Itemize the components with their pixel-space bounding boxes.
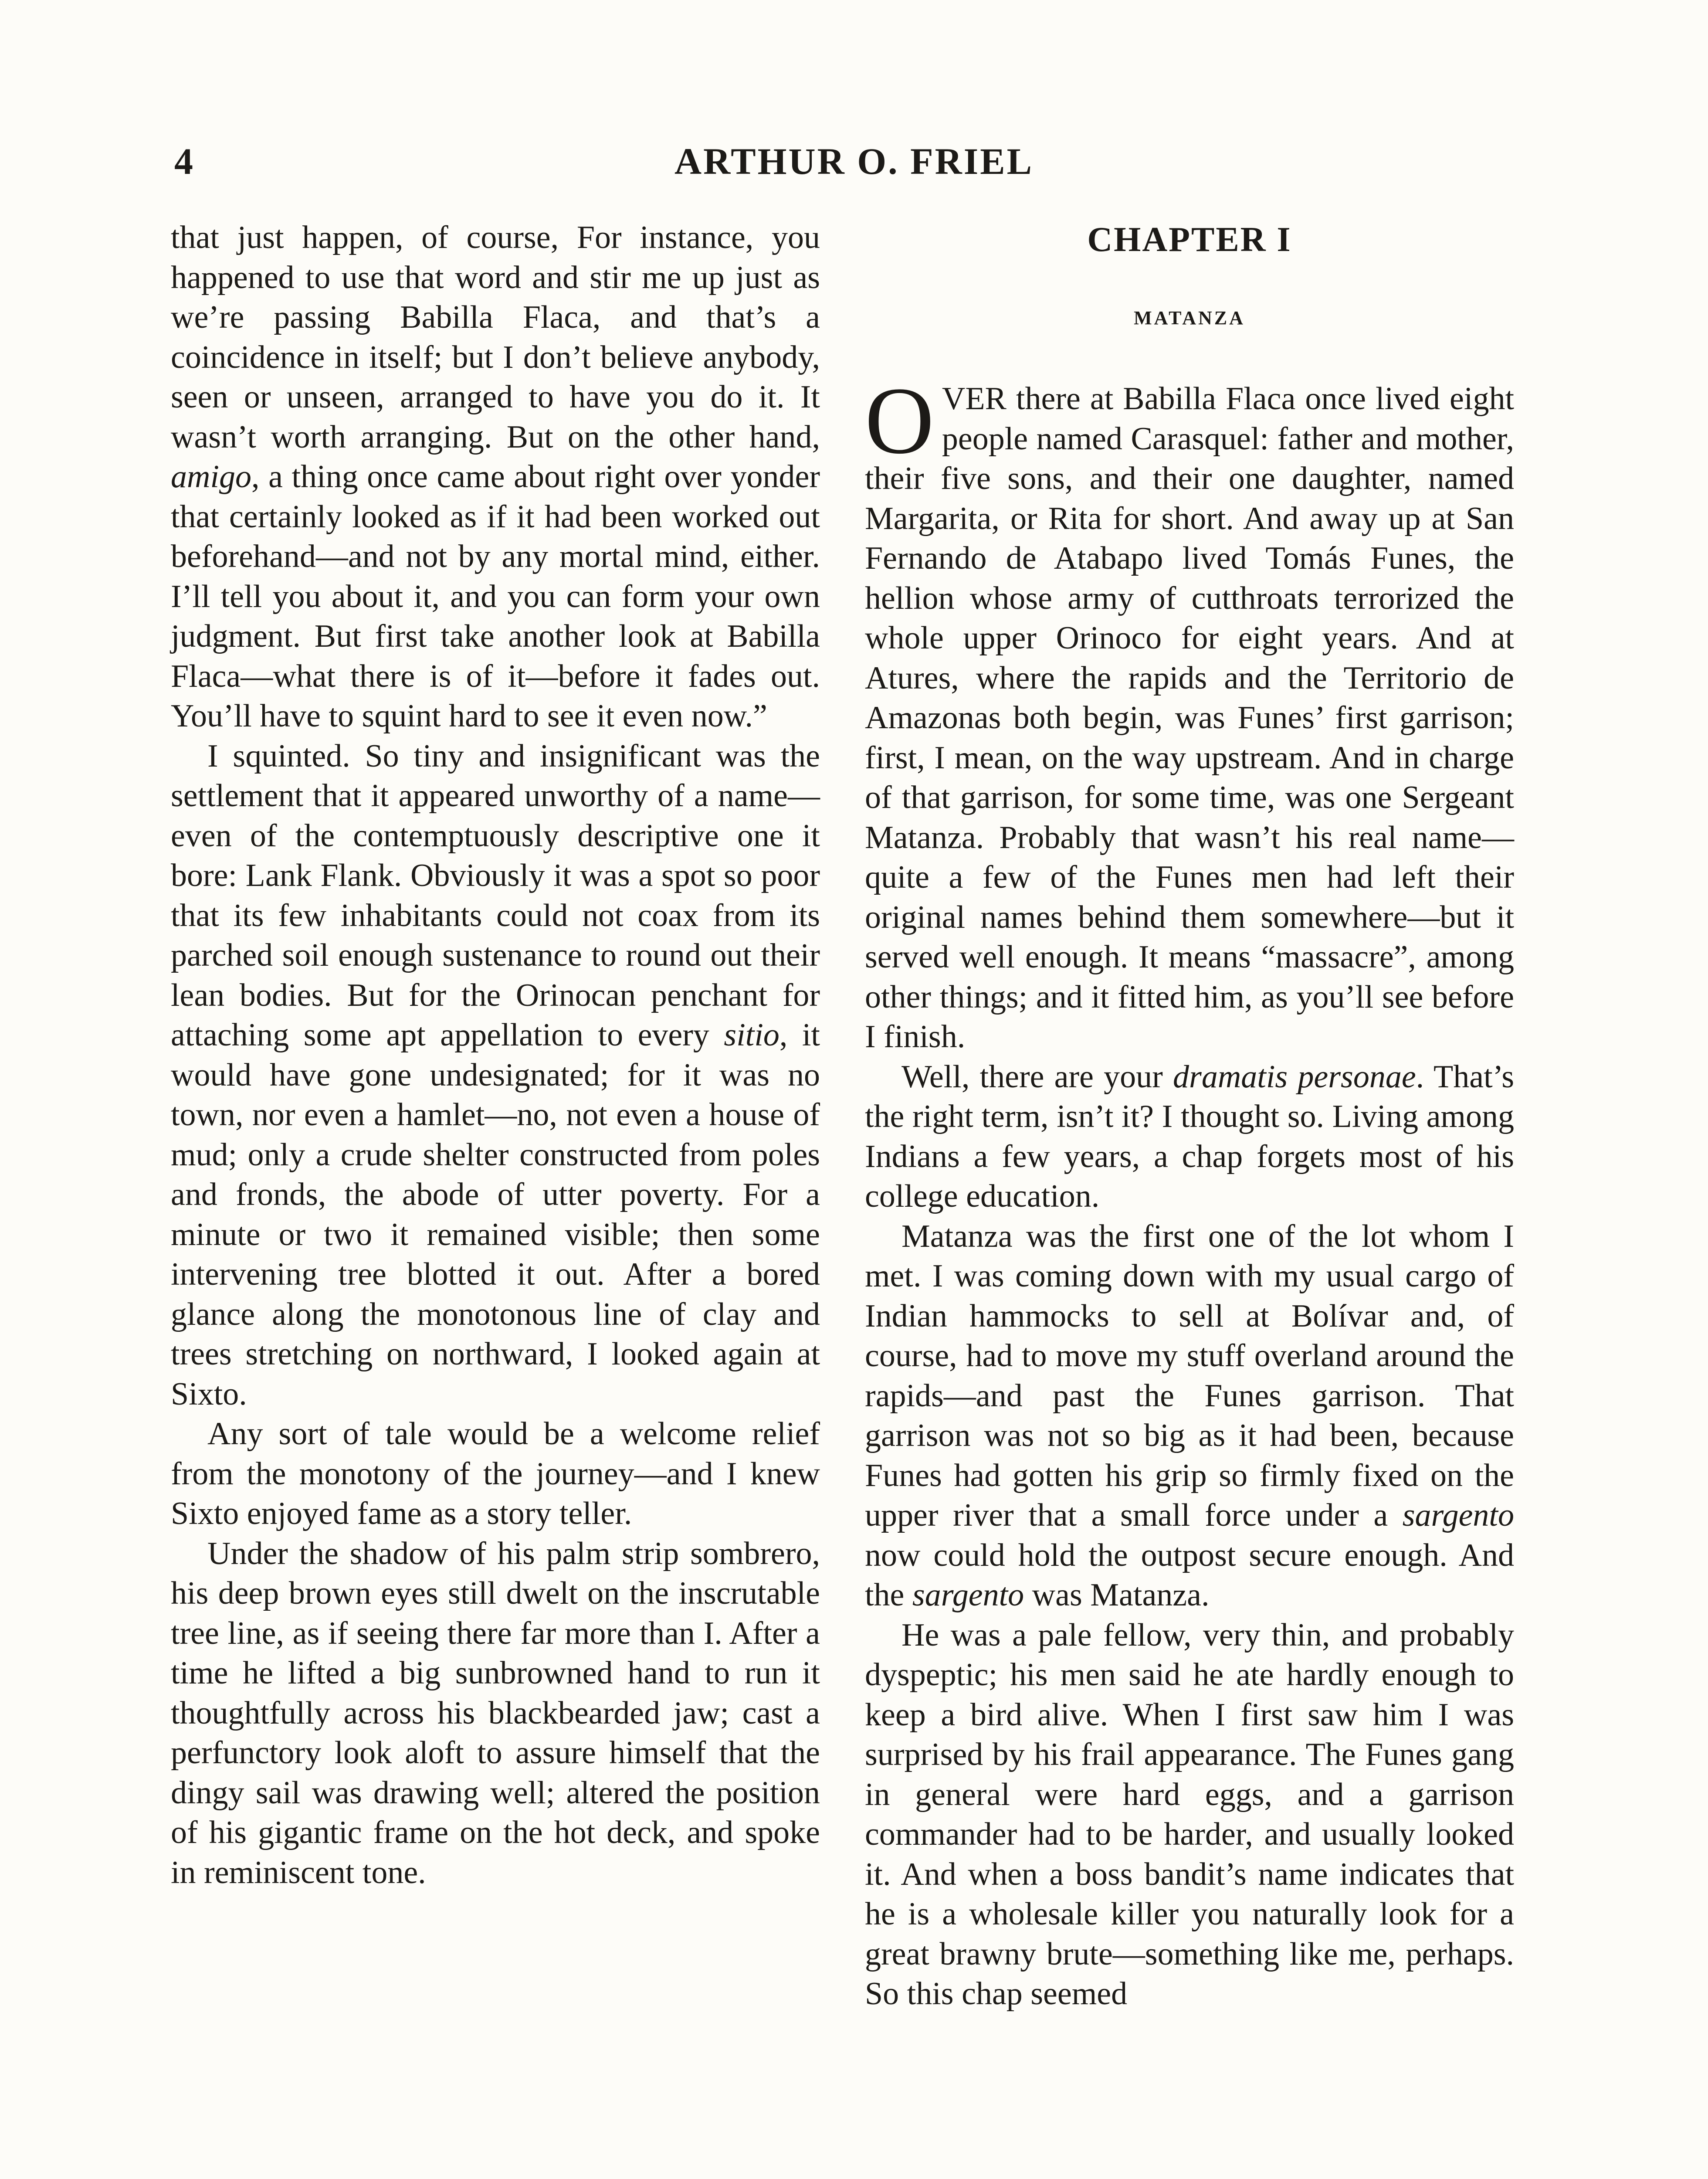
paragraph: Under the shadow of his palm strip sombrero, his deep brown eyes still dwelt on the inscrutable tree line, as if seeing there far more than I. After a time he lifted a big sunbrowned hand to run it thoughtfully across his blackbearded jaw; cast a perfunctory look aloft to assure himself that the dingy sail was drawing well; altered the position of his gigantic frame on the hot deck, and spoke in reminiscent tone.: [171, 1535, 820, 1891]
drop-cap: O: [865, 367, 934, 474]
page-header: [174, 131, 1534, 192]
chapter-title: CHAPTER I: [1087, 221, 1292, 259]
paragraph: OVER there at Babilla Flaca once lived eight people named Carasquel: father and mother, their five sons, and their one daughter, named Margarita, or Rita for short. And away up at San Fernando de Atabapo lived Tomás Funes, the hellion whose army of cutthroats terrorized the whole upper Orinoco for eight years. And at Atures, where the rapids and the Territorio de Amazonas both begin, was Funes’ first garrison; first, I mean, on the way upstream. And in charge of that garrison, for some time, was one Sergeant Matanza. Probably that wasn’t his real name—quite a few of the Funes men had left their original names behind them somewhere—but it served well enough. It means “massacre”, among other things; and it fitted him, as you’ll see before I finish.: [865, 367, 1514, 1055]
paragraph: that just happen, of course, For instance, you happened to use that word and stir me up just as we’re passing Babilla Flaca, and that’s a coincidence in itself; but I don’t believe anybody, seen or unseen, arranged to have you do it. It wasn’t worth arranging. But on the other hand, amigo, a thing once came about right over yonder that certainly looked as if it had been worked out beforehand—and not by any mortal mind, either. I’ll tell you about it, and you can form your own judgment. But first take another look at Babilla Flaca—what there is of it—before it fades out. You’ll have to squint hard to see it even now.”: [171, 220, 820, 734]
chapter-subtitle: MATANZA: [1134, 307, 1245, 329]
paragraph: Well, there are your dramatis personae. That’s the right term, isn’t it? I thought so. Living among Indians a few years, a chap forgets most of his college education.: [865, 1059, 1514, 1214]
paragraph: I squinted. So tiny and insignificant was the settlement that it appeared unworthy of a name—even of the contemptuously descriptive one it bore: Lank Flank. Obviously it was a spot so poor that its few inhabitants could not coax from its parched soil enough sustenance to round out their lean bodies. But for the Orinocan penchant for attaching some apt appellation to every sitio, it would have gone undesignated; for it was no town, nor even a hamlet—no, not even a house of mud; only a crude shelter constructed from poles and fronds, the abode of utter poverty. For a minute or two it remained visible; then some intervening tree blotted it out. After a bored glance along the monotonous line of clay and trees stretching on northward, I looked again at Sixto.: [171, 738, 820, 1412]
page-number: 4: [174, 140, 193, 182]
left-column: [171, 218, 820, 1893]
right-column: [865, 218, 1514, 2014]
running-title: ARTHUR O. FRIEL: [674, 140, 1034, 182]
paragraph: Any sort of tale would be a welcome relief from the monotony of the journey—and I knew Sixto enjoyed fame as a story teller.: [171, 1416, 820, 1531]
paragraph: Matanza was the first one of the lot whom I met. I was coming down with my usual cargo of Indian hammocks to sell at Bolívar and, of course, had to move my stuff overland around the rapids—and past the Funes garrison. That garrison was not so big as it had been, because Funes had gotten his grip so firmly fixed on the upper river that a small force under a sargento now could hold the outpost secure enough. And the sargento was Matanza.: [865, 1218, 1514, 1613]
paragraph: He was a pale fellow, very thin, and probably dyspeptic; his men said he ate hardly enough to keep a bird alive. When I first saw him I was surprised by his frail appearance. The Funes gang in general were hard eggs, and a garrison commander had to be harder, and usually looked it. And when a boss bandit’s name indicates that he is a wholesale killer you naturally look for a great brawny brute—something like me, perhaps. So this chap seemed: [865, 1617, 1514, 2012]
